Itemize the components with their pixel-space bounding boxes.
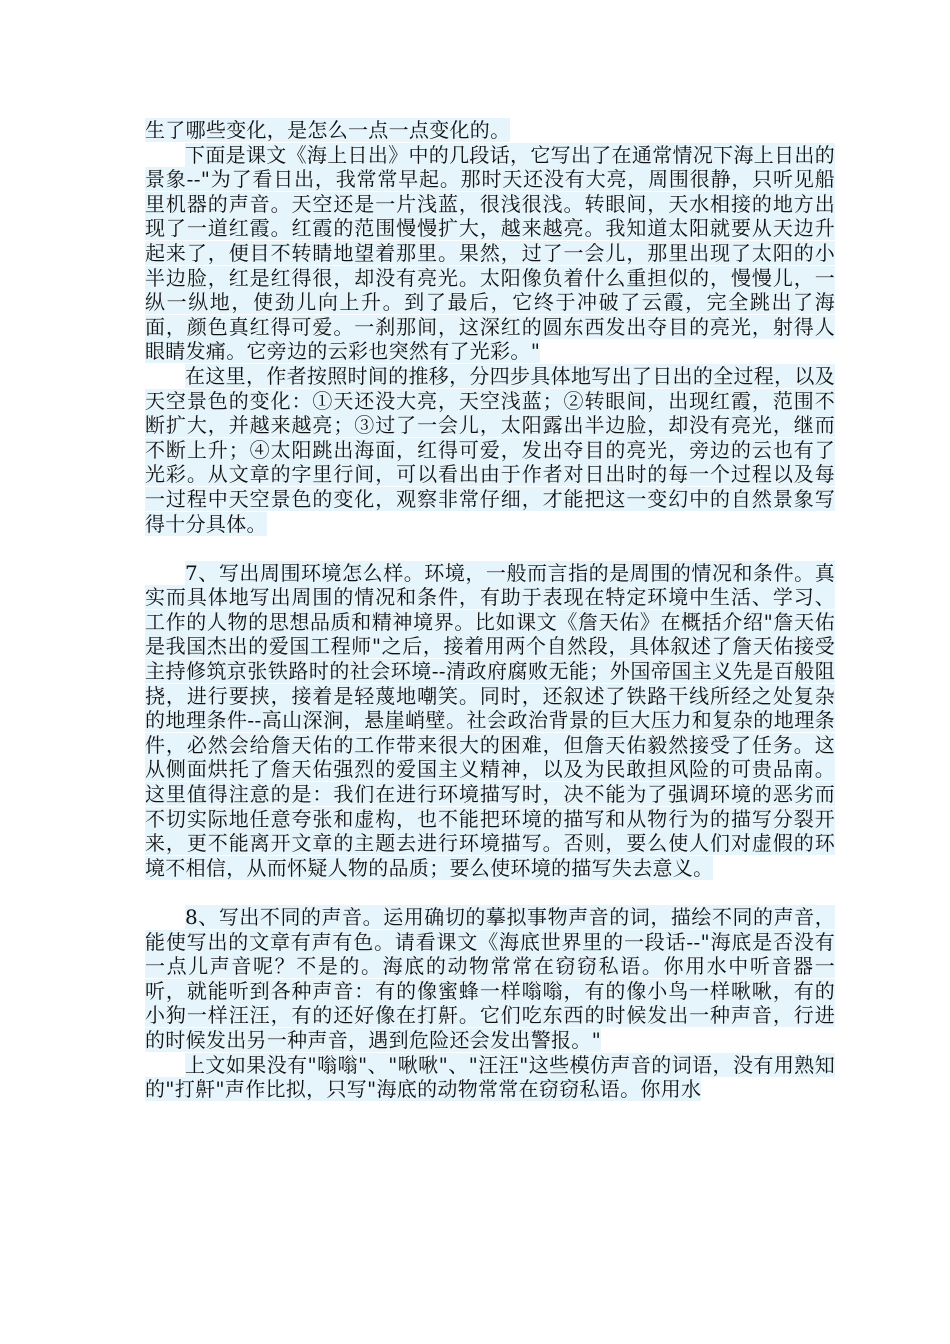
paragraph-sounds-analysis [145, 1053, 835, 1102]
paragraph-text: 上文如果没有"嗡嗡"、"啾啾"、"汪汪"这些模仿声音的词语，没有用熟知的"打鼾"声作比拟，只写"海底的动物常常在窃窃私语。你用水 [145, 1052, 835, 1102]
paragraph-text: 在这里，作者按照时间的推移，分四步具体地写出了日出的全过程，以及天空景色的变化：①天还没大亮，天空浅蓝；②转眼间，出现红霞，范围不断扩大，并越来越亮；③过了一会儿，太阳露出半边脸，却没有亮光，继而不断上升；④太阳跳出海面，红得可爱，发出夺目的亮光，旁边的云也有了光彩。从文章的字里行间，可以看出由于作者对日出时的每一个过程以及每一过程中天空景色的变化，观察非常仔细，才能把这一变幻中的自然景象写得十分具体。 [145, 363, 835, 536]
paragraph-text: 7、写出周围环境怎么样。环境，一般而言指的是周围的情况和条件。真实而具体地写出周围的情况和条件，有助于表现在特定环境中生活、学习、工作的人物的思想品质和精神境界。比如课文《詹天佑》在概括介绍"詹天佑是我国杰出的爱国工程师"之后，接着用两个自然段，具体叙述了詹天佑接受主持修筑京张铁路时的社会环境--清政府腐败无能；外国帝国主义先是百般阻挠，进行要挟，接着是轻蔑地嘲笑。同时，还叙述了铁路干线所经之处复杂的地理条件--高山深涧，悬崖峭壁。社会政治背景的巨大压力和复杂的地理条件，必然会给詹天佑的工作带来很大的困难，但詹天佑毅然接受了任务。这从侧面烘托了詹天佑强烈的爱国主义精神，以及为民敢担风险的可贵品南。这里值得注意的是：我们在进行环境描写时，决不能为了强调环境的恶劣而不切实际地任意夸张和虚构，也不能把环境的描写和从物行为的描写分裂开来，更不能离开文章的主题去进行环境描写。否则，要么使人们对虚假的环境不相信，从而怀疑人物的品质；要么使环境的描写失去意义。 [145, 560, 835, 880]
paragraph-continuation [145, 118, 835, 143]
paragraph-environment [145, 561, 835, 881]
paragraph-sounds [145, 905, 835, 1053]
paragraph-spacer [145, 880, 835, 905]
document-body [145, 118, 835, 1102]
paragraph-text: 下面是课文《海上日出》中的几段话，它写出了在通常情况下海上日出的景象--"为了看日出，我常常早起。那时天还没有大亮，周围很静，只听见船里机器的声音。天空还是一片浅蓝，很浅很浅。转眼间，天水相接的地方出现了一道红霞。红霞的范围慢慢扩大，越来越亮。我知道太阳就要从天边升起来了，便目不转睛地望着那里。果然，过了一会儿，那里出现了太阳的小半边脸，红是红得很，却没有亮光。太阳像负着什么重担似的，慢慢儿，一纵一纵地，使劲儿向上升。到了最后，它终于冲破了云霞，完全跳出了海面，颜色真红得可爱。一刹那间，这深红的圆东西发出夺目的亮光，射得人眼睛发痛。它旁边的云彩也突然有了光彩。" [145, 142, 835, 364]
paragraph-sunrise-quote [145, 143, 835, 364]
paragraph-spacer [145, 536, 835, 561]
paragraph-text: 生了哪些变化，是怎么一点一点变化的。 [145, 118, 511, 142]
paragraph-sunrise-analysis [145, 364, 835, 536]
paragraph-text: 8、写出不同的声音。运用确切的摹拟事物声音的词，描绘不同的声音，能使写出的文章有声有色。请看课文《海底世界里的一段话--"海底是否没有一点儿声音呢？不是的。海底的动物常常在窃窃私语。你用水中听音器一听，就能听到各种声音：有的像蜜蜂一样嗡嗡，有的像小鸟一样啾啾，有的小狗一样汪汪，有的还好像在打鼾。它们吃东西的时候发出一种声音，行进的时候发出另一种声音，遇到危险还会发出警报。" [145, 905, 835, 1052]
